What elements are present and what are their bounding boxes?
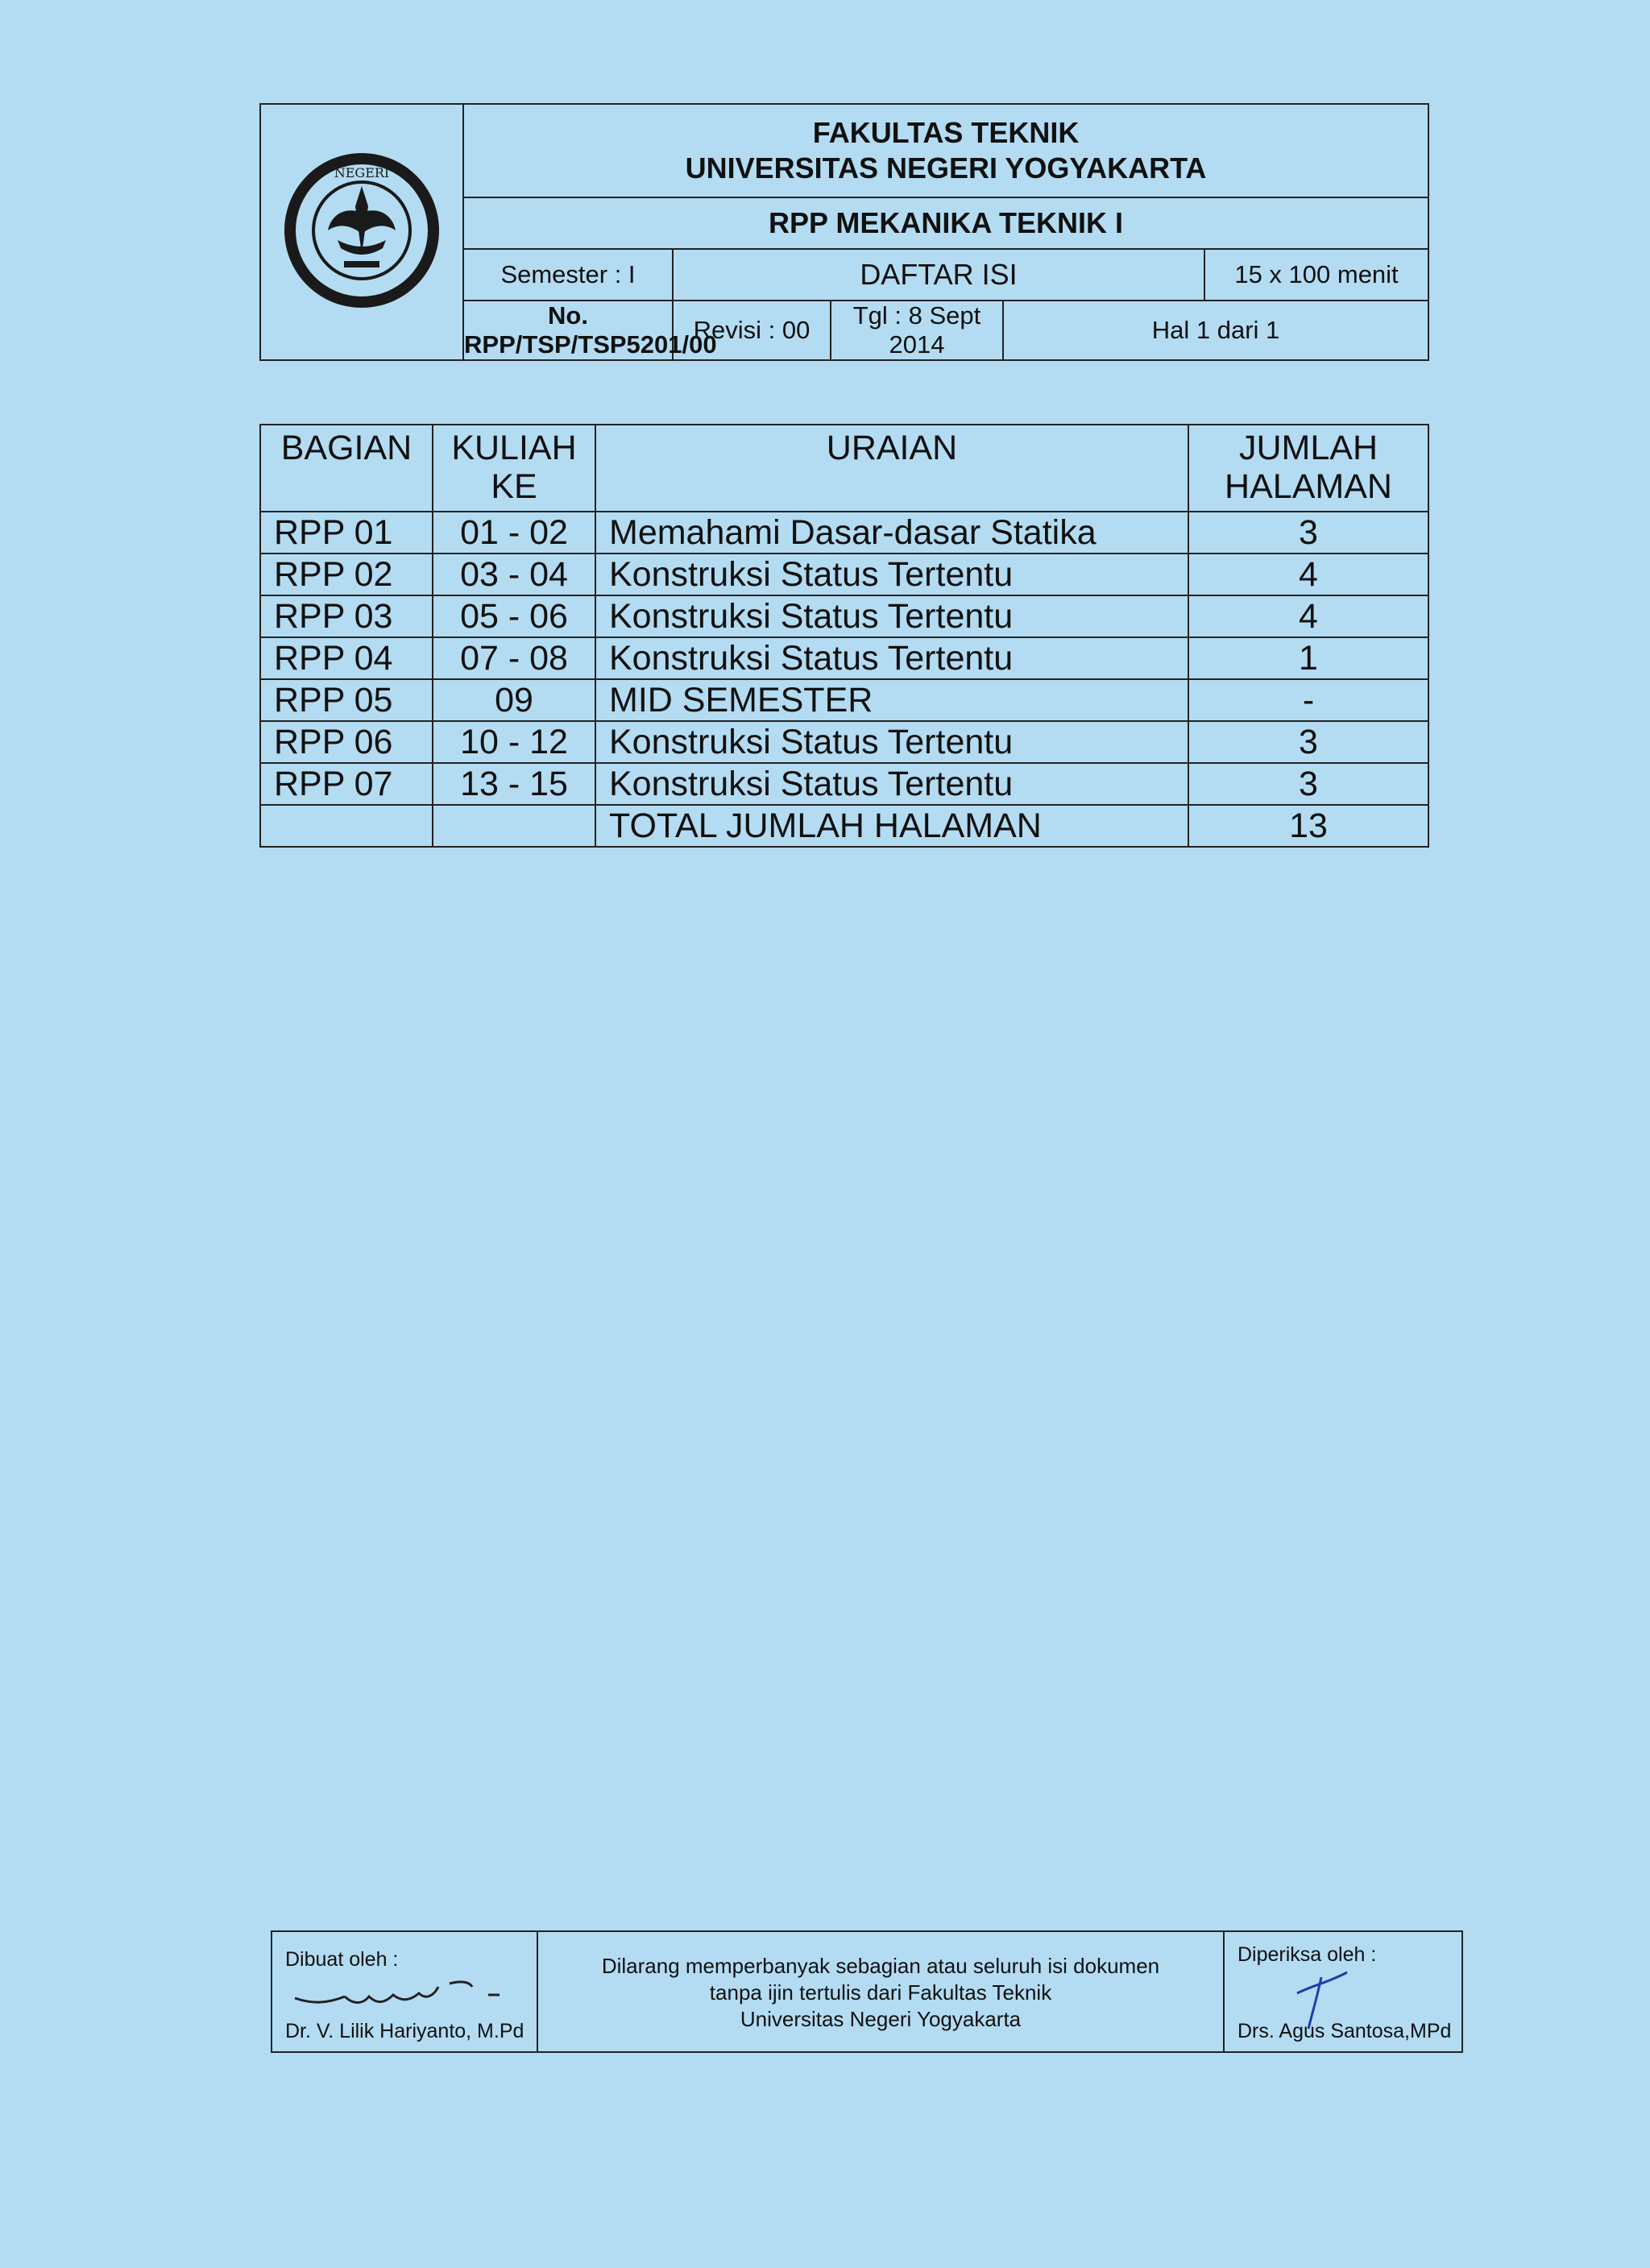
table-row — [260, 763, 1428, 805]
header-jumlah — [1188, 425, 1428, 512]
row-uraian: Memahami Dasar-dasar Statika — [595, 512, 1188, 554]
revision-cell: Revisi : 00 — [673, 301, 831, 360]
row-kuliah: 10 - 12 — [433, 721, 595, 763]
row-bagian: RPP 05 — [260, 679, 433, 721]
document-header — [259, 103, 1429, 361]
header-kuliah-line1: KULIAH — [451, 429, 577, 467]
row-kuliah: 09 — [433, 679, 595, 721]
svg-text:NEGERI: NEGERI — [334, 164, 390, 180]
table-header-row — [260, 425, 1428, 512]
checked-by-name: Drs. Agus Santosa,MPd — [1238, 2020, 1452, 2042]
copyright-notice-cell — [537, 1931, 1224, 2052]
made-by-cell — [272, 1931, 537, 2052]
row-kuliah: 05 - 06 — [433, 595, 595, 637]
university-seal-icon — [281, 150, 442, 311]
row-uraian: MID SEMESTER — [595, 679, 1188, 721]
table-row — [260, 637, 1428, 679]
row-kuliah: 07 - 08 — [433, 637, 595, 679]
row-jumlah: 3 — [1188, 763, 1428, 805]
university-title: UNIVERSITAS NEGERI YOGYAKARTA — [685, 151, 1207, 185]
total-empty-1 — [260, 805, 433, 847]
total-empty-2 — [433, 805, 595, 847]
row-uraian: Konstruksi Status Tertentu — [595, 554, 1188, 595]
document-footer — [271, 1930, 1463, 2053]
row-uraian: Konstruksi Status Tertentu — [595, 763, 1188, 805]
table-row — [260, 721, 1428, 763]
table-row — [260, 679, 1428, 721]
notice-line-2: tanpa ijin tertulis dari Fakultas Teknik — [709, 1980, 1052, 2005]
header-uraian: URAIAN — [595, 425, 1188, 512]
duration-cell: 15 x 100 menit — [1204, 249, 1428, 301]
total-row — [260, 805, 1428, 847]
row-kuliah: 01 - 02 — [433, 512, 595, 554]
row-jumlah: - — [1188, 679, 1428, 721]
doc-number-cell: No. RPP/TSP/TSP5201/00 — [464, 301, 717, 359]
header-jumlah-line2: HALAMAN — [1225, 467, 1392, 506]
row-jumlah: 4 — [1188, 595, 1428, 637]
header-bagian: BAGIAN — [260, 425, 433, 512]
faculty-title: FAKULTAS TEKNIK — [812, 116, 1080, 149]
row-uraian: Konstruksi Status Tertentu — [595, 721, 1188, 763]
handwritten-signature-icon — [288, 1972, 506, 2013]
row-bagian: RPP 04 — [260, 637, 433, 679]
row-bagian: RPP 01 — [260, 512, 433, 554]
row-kuliah: 13 - 15 — [433, 763, 595, 805]
total-value: 13 — [1188, 805, 1428, 847]
row-jumlah: 1 — [1188, 637, 1428, 679]
row-bagian: RPP 07 — [260, 763, 433, 805]
semester-cell: Semester : I — [463, 249, 673, 301]
table-row — [260, 595, 1428, 637]
row-bagian: RPP 02 — [260, 554, 433, 595]
header-kuliah-line2: KE — [491, 467, 537, 506]
row-uraian: Konstruksi Status Tertentu — [595, 595, 1188, 637]
table-row — [260, 554, 1428, 595]
date-cell: Tgl : 8 Sept 2014 — [831, 301, 1003, 360]
row-uraian: Konstruksi Status Tertentu — [595, 637, 1188, 679]
made-by-name: Dr. V. Lilik Hariyanto, M.Pd — [285, 2020, 524, 2042]
notice-line-1: Dilarang memperbanyak sebagian atau seluruh isi dokumen — [601, 1954, 1160, 1978]
row-bagian: RPP 03 — [260, 595, 433, 637]
course-cell — [463, 197, 1428, 249]
logo-cell — [260, 104, 463, 360]
row-jumlah: 3 — [1188, 512, 1428, 554]
title-cell — [463, 104, 1428, 197]
made-by-label: Dibuat oleh : — [285, 1948, 399, 1971]
notice-line-3: Universitas Negeri Yogyakarta — [740, 2007, 1022, 2031]
checked-by-cell — [1224, 1931, 1462, 2052]
course-title: RPP MEKANIKA TEKNIK I — [768, 206, 1124, 239]
header-jumlah-line1: JUMLAH — [1238, 429, 1378, 467]
checked-by-label: Diperiksa oleh : — [1238, 1943, 1377, 1966]
total-label: TOTAL JUMLAH HALAMAN — [595, 805, 1188, 847]
header-kuliah — [433, 425, 595, 512]
row-kuliah: 03 - 04 — [433, 554, 595, 595]
contents-table — [259, 424, 1429, 848]
row-jumlah: 3 — [1188, 721, 1428, 763]
doc-title-cell: DAFTAR ISI — [673, 249, 1204, 301]
row-bagian: RPP 06 — [260, 721, 433, 763]
page-cell: Hal 1 dari 1 — [1003, 301, 1428, 360]
table-row — [260, 512, 1428, 554]
row-jumlah: 4 — [1188, 554, 1428, 595]
